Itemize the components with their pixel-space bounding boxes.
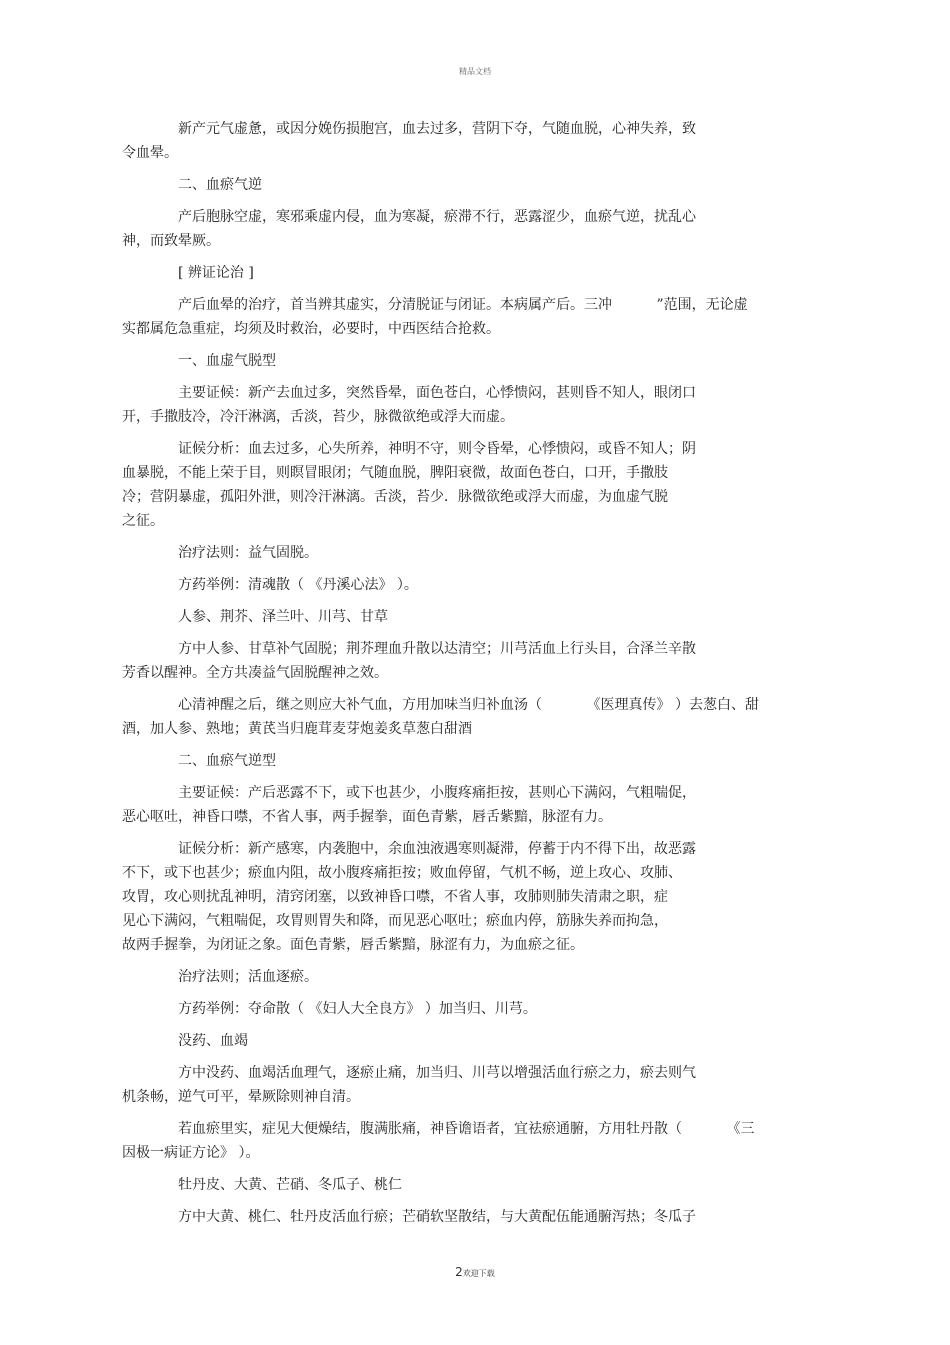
paragraph bbox=[150, 997, 800, 1021]
paragraph-line: 之征。 bbox=[122, 513, 164, 529]
paragraph-line: 二、血瘀气逆 bbox=[178, 177, 262, 193]
paragraph-line: 见心下满闷，气粗喘促，攻胃则胃失和降，而见恶心呕吐；瘀血内停，筋脉失养而拘急， bbox=[122, 913, 668, 929]
page-header: 精品文档 bbox=[459, 67, 491, 76]
paragraph-line: 心清神醒之后，继之则应大补气血，方用加味当归补血汤（ 《医理真传》 ）去葱白、甜 bbox=[178, 697, 759, 713]
paragraph-line: 产后血晕的治疗，首当辨其虚实，分清脱证与闭证。本病属产后。三冲 ”范围，无论虚 bbox=[178, 297, 748, 313]
paragraph-line: 恶心呕吐，神昏口噤，不省人事，两手握拳，面色青紫，唇舌紫黯，脉涩有力。 bbox=[122, 809, 612, 825]
paragraph-line: 方中大黄、桃仁、牡丹皮活血行瘀；芒硝软坚散结，与大黄配伍能通腑泻热；冬瓜子 bbox=[178, 1209, 696, 1225]
paragraph-line: 一、血虚气脱型 bbox=[178, 353, 276, 369]
paragraph-line: 治疗法则；活血逐瘀。 bbox=[178, 969, 318, 985]
paragraph-line: 若血瘀里实，症见大便燥结，腹满胀痛，神昏谵语者，宜祛瘀通腑，方用牡丹散（ 《三 bbox=[178, 1121, 755, 1137]
paragraph bbox=[122, 381, 800, 429]
paragraph bbox=[150, 605, 800, 629]
paragraph-line: 没药、血竭 bbox=[178, 1033, 248, 1049]
paragraph bbox=[150, 1205, 800, 1229]
paragraph-line: 机条畅，逆气可平，晕厥除则神自清。 bbox=[122, 1089, 360, 1105]
paragraph-line: 主要证候：新产去血过多，突然昏晕，面色苍白，心悸愦闷，甚则昏不知人，眼闭口 bbox=[178, 385, 696, 401]
paragraph-line: 实都属危急重症，均须及时救治，必要时，中西医结合抢救。 bbox=[122, 321, 500, 337]
footer-text: 欢迎下载 bbox=[462, 1269, 495, 1278]
page-footer bbox=[0, 1261, 950, 1280]
paragraph bbox=[150, 1173, 800, 1197]
paragraph-line: 产后胞脉空虚，寒邪乘虚内侵，血为寒凝，瘀滞不行，恶露涩少，血瘀气逆，扰乱心 bbox=[178, 209, 696, 225]
paragraph-line: 不下，或下也甚少；瘀血内阻，故小腹疼痛拒按；败血停留，气机不畅，逆上攻心、攻肺、 bbox=[122, 865, 682, 881]
paragraph bbox=[150, 173, 800, 197]
paragraph bbox=[150, 1029, 800, 1053]
paragraph-line: 证候分析：新产感寒，内袭胞中，余血浊液遇寒则凝滞，停蓄于内不得下出，故恶露 bbox=[178, 841, 696, 857]
paragraph-line: 方药举例：夺命散（ 《妇人大全良方》 ）加当归、川芎。 bbox=[178, 1001, 537, 1017]
paragraph-line: 神，而致晕厥。 bbox=[122, 233, 220, 249]
paragraph-line: 因极一病证方论》 ）。 bbox=[122, 1145, 260, 1161]
paragraph-line: 方中人参、甘草补气固脱；荆芥理血升散以达清空；川芎活血上行头目，合泽兰辛散 bbox=[178, 641, 696, 657]
paragraph-line: 攻胃，攻心则扰乱神明，清窍闭塞，以致神昏口噤，不省人事，攻肺则肺失清肃之职，症 bbox=[122, 889, 668, 905]
paragraph-line: 牡丹皮、大黄、芒硝、冬瓜子、桃仁 bbox=[178, 1177, 402, 1193]
paragraph bbox=[122, 117, 800, 165]
paragraph bbox=[122, 781, 800, 829]
paragraph bbox=[122, 205, 800, 253]
paragraph-line: 证候分析：血去过多，心失所养，神明不守，则令昏晕，心悸愦闷，或昏不知人；阴 bbox=[178, 441, 696, 457]
paragraph-line: 令血晕。 bbox=[122, 145, 178, 161]
paragraph-line: 二、血瘀气逆型 bbox=[178, 753, 276, 769]
paragraph-line: [ 辨证论治 ] bbox=[178, 265, 254, 281]
paragraph-line: 芳香以醒神。全方共凑益气固脱醒神之效。 bbox=[122, 665, 388, 681]
paragraph bbox=[122, 693, 800, 741]
paragraph-line: 酒，加人参、熟地；黄芪当归鹿茸麦芽炮姜炙草葱白甜酒 bbox=[122, 721, 472, 737]
paragraph-line: 血暴脱，不能上荣于目，则瞑冒眼闭；气随血脱，脾阳衰微，故面色苍白，口开，手撒肢 bbox=[122, 465, 668, 481]
paragraph bbox=[122, 1117, 800, 1165]
paragraph bbox=[122, 293, 800, 341]
paragraph bbox=[122, 837, 800, 957]
paragraph-line: 方药举例：清魂散（ 《丹溪心法》 ）。 bbox=[178, 577, 418, 593]
paragraph bbox=[150, 965, 800, 989]
paragraph bbox=[122, 437, 800, 533]
document-body bbox=[122, 117, 800, 1237]
paragraph-line: 开，手撒肢冷，冷汗淋漓，舌淡，苔少，脉微欲绝或浮大而虚。 bbox=[122, 409, 514, 425]
paragraph bbox=[150, 541, 800, 565]
paragraph bbox=[122, 637, 800, 685]
paragraph-line: 冷；营阴暴虚，孤阳外泄，则冷汗淋漓。舌淡，苔少．脉微欲绝或浮大而虚，为血虚气脱 bbox=[122, 489, 668, 505]
paragraph-line: 方中没药、血竭活血理气，逐瘀止痛，加当归、川芎以增强活血行瘀之力，瘀去则气 bbox=[178, 1065, 696, 1081]
paragraph-line: 故两手握拳，为闭证之象。面色青紫，唇舌紫黯，脉涩有力，为血瘀之征。 bbox=[122, 937, 584, 953]
paragraph-line: 治疗法则：益气固脱。 bbox=[178, 545, 318, 561]
paragraph bbox=[150, 749, 800, 773]
paragraph-line: 新产元气虚惫，或因分娩伤损胞宫，血去过多，营阴下夺，气随血脱，心神失养，致 bbox=[178, 121, 696, 137]
paragraph-line: 人参、荆芥、泽兰叶、川芎、甘草 bbox=[178, 609, 388, 625]
paragraph bbox=[122, 1061, 800, 1109]
paragraph bbox=[150, 349, 800, 373]
page-number: 2 bbox=[455, 1265, 463, 1279]
paragraph-line: 主要证候：产后恶露不下，或下也甚少，小腹疼痛拒按，甚则心下满闷，气粗喘促， bbox=[178, 785, 696, 801]
paragraph bbox=[150, 261, 800, 285]
paragraph bbox=[150, 573, 800, 597]
